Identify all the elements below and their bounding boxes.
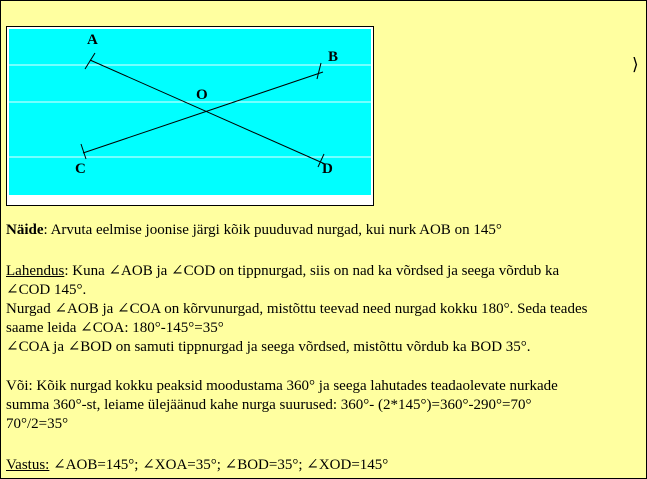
figure-background <box>9 29 371 195</box>
intersecting-lines-figure <box>6 26 374 206</box>
label-o: O <box>196 87 208 103</box>
label-c: C <box>75 161 86 177</box>
right-angle-bracket-icon: ⟩ <box>632 55 639 74</box>
solution-line-1: : Kuna ∠AOB ja ∠COD on tippnurgad, siis on nad ka võrdsed ja seega võrdub ka <box>64 263 560 279</box>
solution-line-5: ∠COA ja ∠BOD on samuti tippnurgad ja seega võrdsed, mistõttu võrdub ka BOD 35°. <box>6 339 531 355</box>
alternative-paragraph <box>6 377 636 434</box>
label-b: B <box>328 49 339 65</box>
solution-line-2: ∠COD 145°. <box>6 282 87 298</box>
example-text: : Arvuta eelmise joonise järgi kõik puuduvad nurgad, kui nurk AOB on 145° <box>43 222 502 238</box>
alternative-line-3: 70°/2=35° <box>6 416 69 432</box>
label-a: A <box>87 32 98 48</box>
alternative-line-2: summa 360°-st, leiame ülejäänud kahe nurga suurused: 360°- (2*145°)=360°-290°=70° <box>6 397 532 413</box>
solution-line-3: Nurgad ∠AOB ja ∠COA on kõrvunurgad, mistõttu teevad need nurgad kokku 180°. Seda teades <box>6 301 588 317</box>
label-d: D <box>322 161 333 177</box>
solution-line-4: saame leida ∠COA: 180°-145°=35° <box>6 320 224 336</box>
answer-label: Vastus: <box>6 457 50 473</box>
answer-paragraph <box>6 456 636 475</box>
solution-paragraph <box>6 262 636 357</box>
alternative-line-1: Või: Kõik nurgad kokku peaksid moodustama 360° ja seega lahutades teadaolevate nurkade <box>6 378 558 394</box>
solution-label: Lahendus <box>6 263 65 279</box>
answer-text: ∠AOB=145°; ∠XOA=35°; ∠BOD=35°; ∠XOD=145° <box>49 457 389 473</box>
example-paragraph <box>6 221 636 240</box>
example-label: Näide <box>6 222 44 238</box>
figure-svg <box>7 27 373 205</box>
